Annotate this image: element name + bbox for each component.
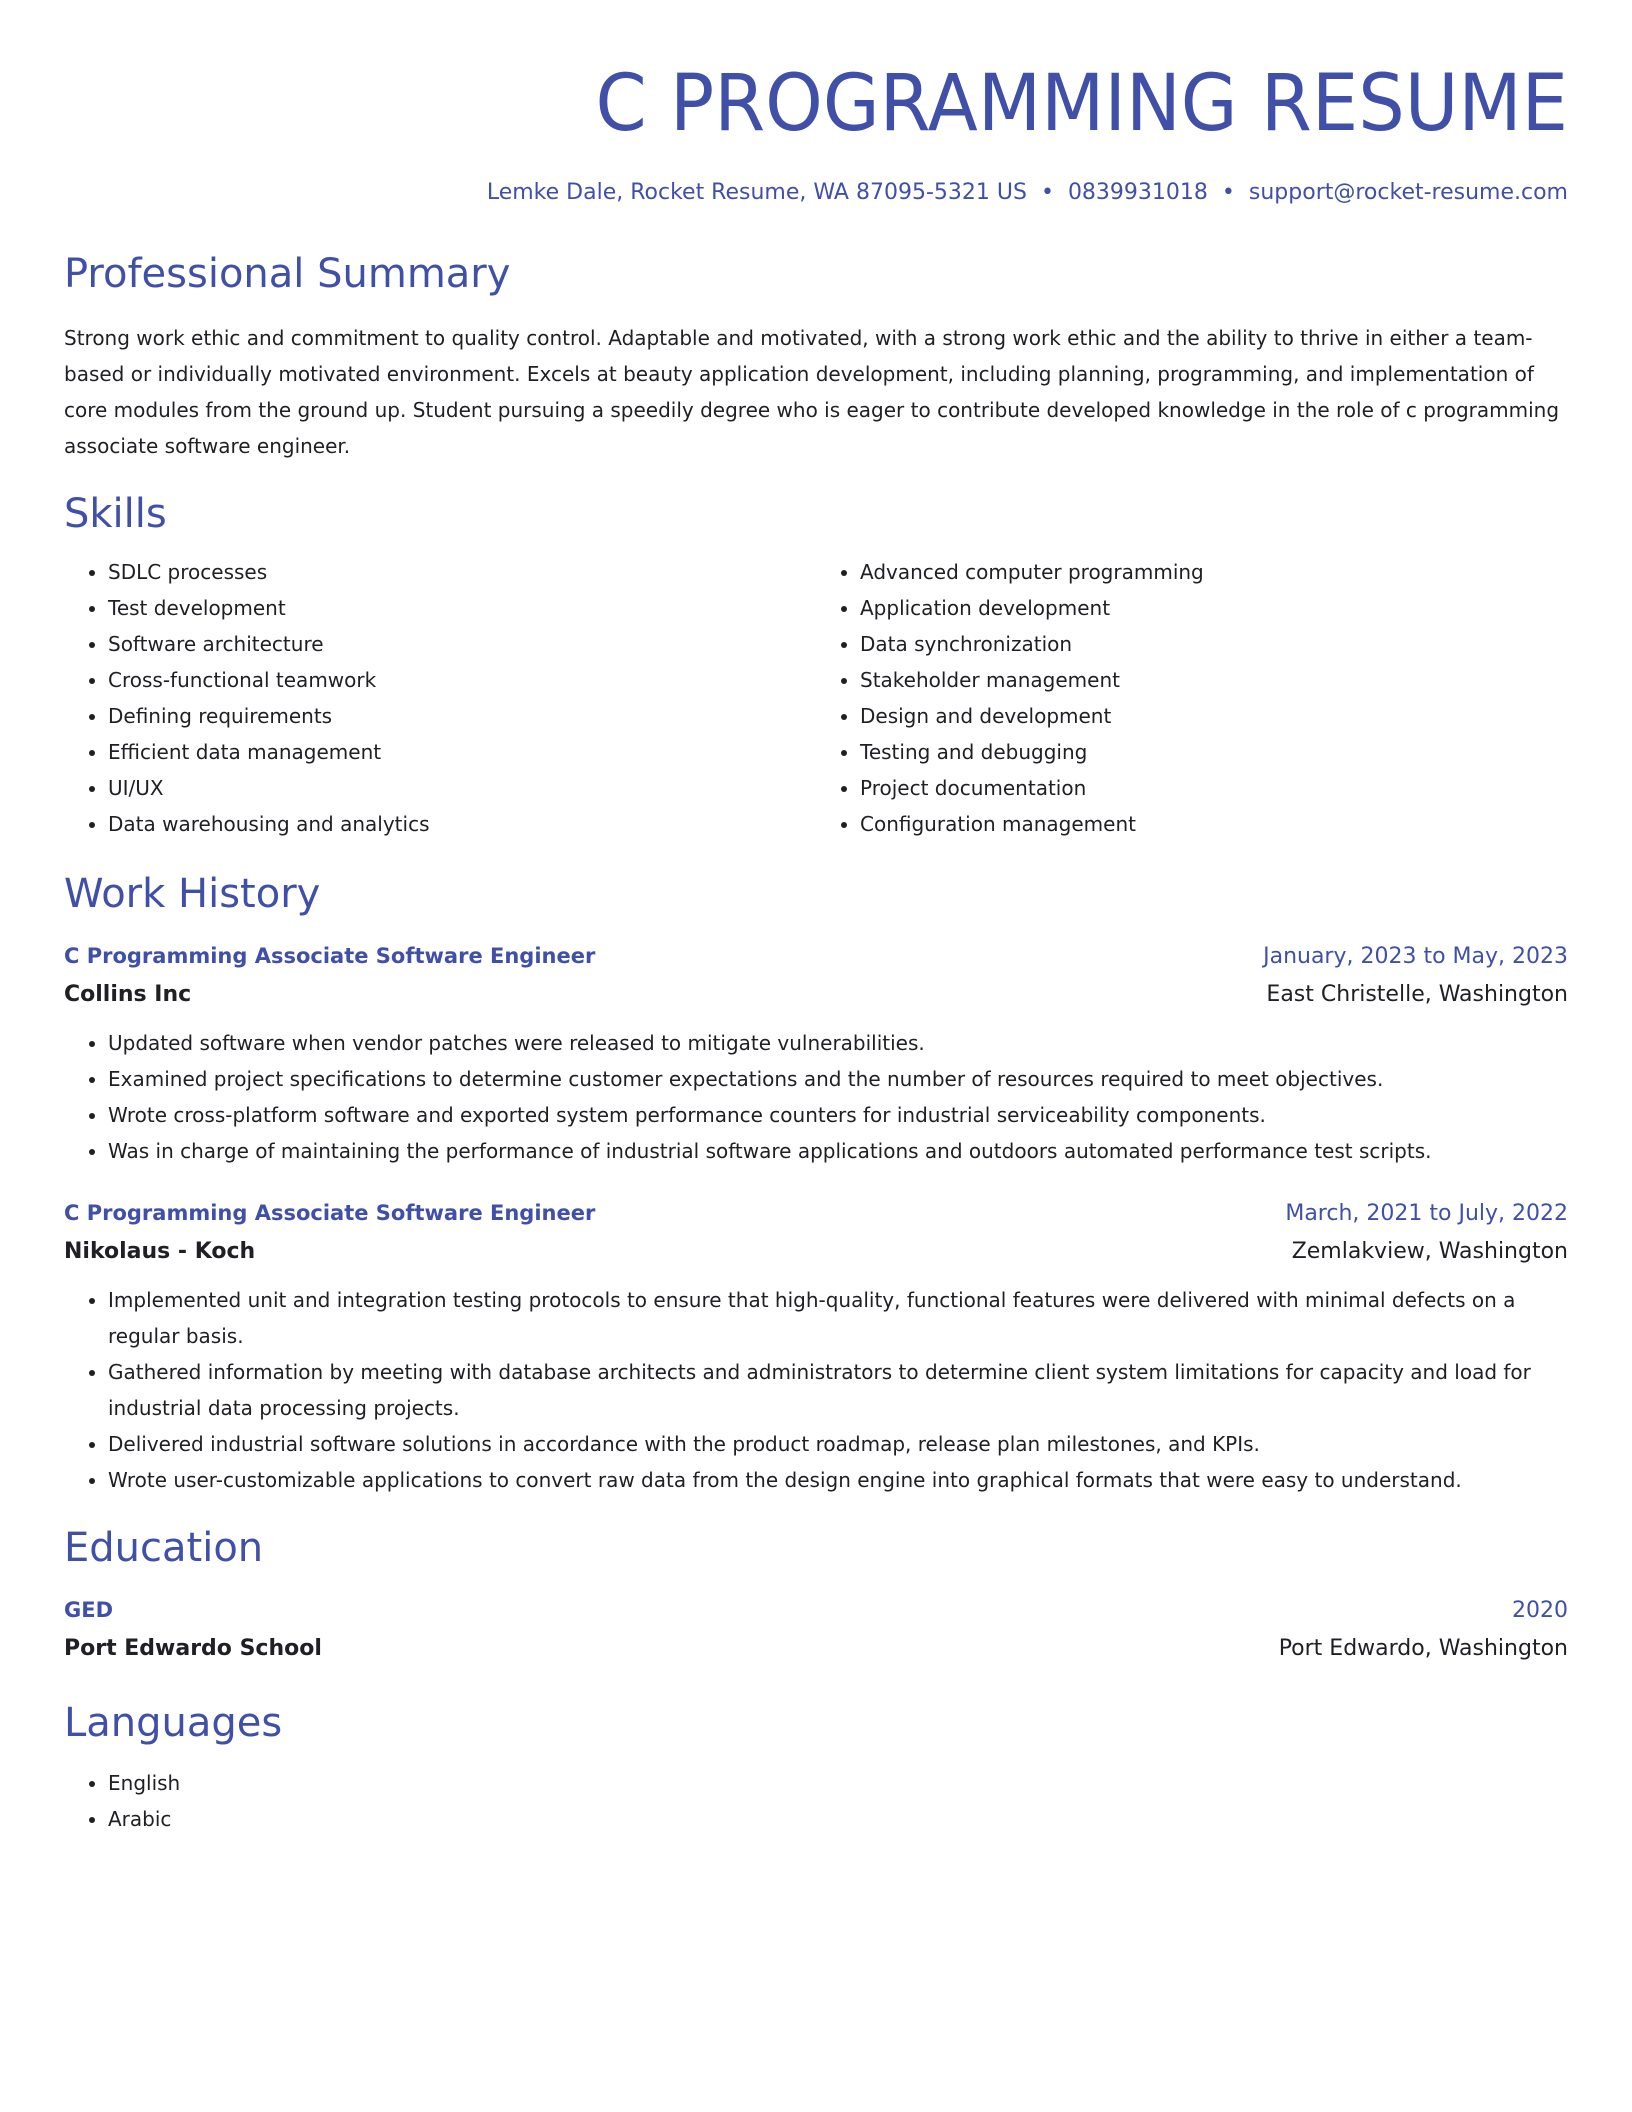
language-item: • Arabic: [108, 1801, 1568, 1837]
job-company-row: [64, 1232, 1568, 1272]
skills-grid: [64, 554, 1568, 842]
skill-item: • Testing and debugging: [860, 734, 1568, 770]
job-bullet: • Updated software when vendor patches were released to mitigate vulnerabilities.: [108, 1025, 1568, 1061]
languages-list: [64, 1765, 1568, 1837]
job-bullet: • Was in charge of maintaining the performance of industrial software applications and outdoors automated performance test scripts.: [108, 1133, 1568, 1169]
section-heading-work-history: Work History: [64, 871, 321, 917]
job-location: Zemlakview, Washington: [1291, 1239, 1568, 1264]
job-bullet: • Delivered industrial software solutions in accordance with the product roadmap, release plan milestones, and KPIs.: [108, 1426, 1568, 1462]
contact-separator: •: [1221, 180, 1235, 205]
skill-item: • Stakeholder management: [860, 662, 1568, 698]
job-bullet: • Wrote cross-platform software and exported system performance counters for industrial serviceability components.: [108, 1097, 1568, 1133]
skill-item: • UI/UX: [108, 770, 816, 806]
section-heading-languages: Languages: [64, 1700, 283, 1746]
language-item: • English: [108, 1765, 1568, 1801]
skill-item: • Defining requirements: [108, 698, 816, 734]
skills-section: [64, 488, 1568, 842]
skill-item: • Project documentation: [860, 770, 1568, 806]
skills-list-left: [64, 554, 816, 842]
skill-item: • Design and development: [860, 698, 1568, 734]
education-entry: [64, 1592, 1568, 1669]
job-title: C Programming Associate Software Engineer: [64, 1201, 596, 1225]
summary-text: Strong work ethic and commitment to quality control. Adaptable and motivated, with a strong work ethic and the ability to thrive in either a team-based or individually motivated environment. Excels at beauty application development, including planning, programming, and implementation of core modules from the ground up. Student pursuing a speedily degree who is eager to contribute developed knowledge in the role of c programming associate software engineer.: [64, 326, 1560, 458]
education-school-row: [64, 1629, 1568, 1669]
work-history-section: [64, 868, 1568, 1498]
skill-item: • Data warehousing and analytics: [108, 806, 816, 842]
job-dates: January, 2023 to May, 2023: [1263, 944, 1568, 969]
professional-summary-section: [64, 248, 1568, 464]
job-bullet: • Wrote user-customizable applications to convert raw data from the design engine into graphical formats that were easy to understand.: [108, 1462, 1568, 1498]
job-title: C Programming Associate Software Engineer: [64, 944, 596, 968]
resume-header: [64, 56, 1568, 208]
skill-item: • Advanced computer programming: [860, 554, 1568, 590]
skill-item: • Software architecture: [108, 626, 816, 662]
section-heading-education: Education: [64, 1525, 264, 1571]
section-heading-skills: Skills: [64, 491, 167, 537]
education-year: 2020: [1512, 1598, 1568, 1623]
job-location: East Christelle, Washington: [1266, 982, 1568, 1007]
skill-item: • Data synchronization: [860, 626, 1568, 662]
job-bullets: [64, 1025, 1568, 1169]
job-bullet: • Gathered information by meeting with database architects and administrators to determine client system limitations for capacity and load for industrial data processing projects.: [108, 1354, 1568, 1426]
contact-separator: •: [1040, 180, 1054, 205]
skill-item: • Test development: [108, 590, 816, 626]
section-heading-summary: Professional Summary: [64, 251, 511, 297]
job-bullets: [64, 1282, 1568, 1498]
contact-line: [64, 178, 1568, 208]
education-degree-row: [64, 1592, 1568, 1629]
job-company-row: [64, 975, 1568, 1015]
languages-section: [64, 1697, 1568, 1837]
skill-item: • Application development: [860, 590, 1568, 626]
contact-phone[interactable]: 0839931018: [1067, 180, 1208, 205]
job-entry: [64, 938, 1568, 1169]
job-bullet: • Implemented unit and integration testing protocols to ensure that high-quality, functional features were delivered with minimal defects on a regular basis.: [108, 1282, 1568, 1354]
skill-item: • Cross-functional teamwork: [108, 662, 816, 698]
resume-title: C PROGRAMMING RESUME: [595, 59, 1568, 149]
job-entry: [64, 1195, 1568, 1498]
education-location: Port Edwardo, Washington: [1278, 1636, 1568, 1661]
job-bullet: • Examined project specifications to determine customer expectations and the number of resources required to meet objectives.: [108, 1061, 1568, 1097]
contact-address: Lemke Dale, Rocket Resume, WA 87095-5321 US: [486, 180, 1027, 205]
education-school: Port Edwardo School: [64, 1636, 322, 1661]
skill-item: • Configuration management: [860, 806, 1568, 842]
skill-item: • SDLC processes: [108, 554, 816, 590]
skill-item: • Efficient data management: [108, 734, 816, 770]
job-title-row: [64, 938, 1568, 975]
job-company: Nikolaus - Koch: [64, 1239, 256, 1264]
education-degree: GED: [64, 1598, 114, 1622]
contact-email[interactable]: support@rocket-resume.com: [1248, 180, 1568, 205]
skills-list-right: [816, 554, 1568, 842]
job-company: Collins Inc: [64, 982, 192, 1007]
job-title-row: [64, 1195, 1568, 1232]
education-section: [64, 1522, 1568, 1669]
job-dates: March, 2021 to July, 2022: [1285, 1201, 1568, 1226]
